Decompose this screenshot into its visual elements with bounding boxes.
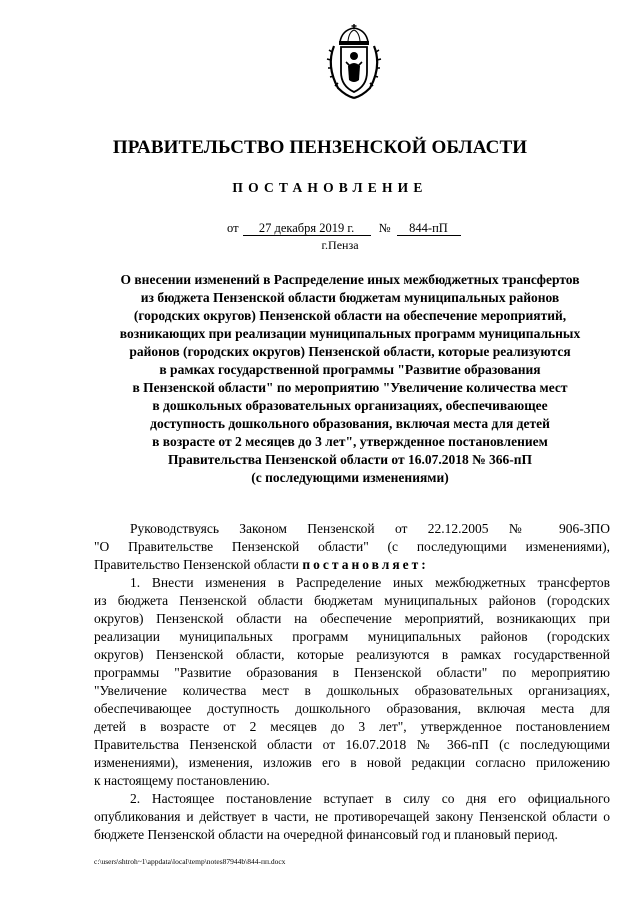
title-line: в Пензенской области" по мероприятию "Увеличение количества мест bbox=[132, 380, 568, 395]
clause-2-line: 2. Настоящее постановление вступает в силу со дня его официального bbox=[130, 791, 610, 806]
title-line: О внесении изменений в Распределение иных межбюджетных трансфертов bbox=[120, 272, 580, 287]
file-path-footer: c:\users\shtroh~1\appdata\local\temp\notes87944b\844-пп.docx bbox=[94, 857, 286, 866]
title-line: Правительства Пензенской области от 16.07.2018 № 366-пП bbox=[167, 452, 533, 467]
document-title bbox=[70, 271, 630, 487]
clause-1-line: изменениями), изменения, изложив его в новой редакции согласно приложению bbox=[94, 755, 610, 770]
clause-1-line: округов) Пензенской области на обеспечение мероприятий, возникающих при bbox=[94, 611, 610, 626]
preamble-line bbox=[94, 556, 610, 574]
clause-1-line: 1. Внести изменения в Распределение иных межбюджетных трансфертов bbox=[130, 575, 610, 590]
title-line: (городских округов) Пензенской области на обеспечение мероприятий, bbox=[133, 308, 567, 323]
document-date: 27 декабря 2019 г. bbox=[243, 222, 371, 236]
title-line: в возрасте от 2 месяцев до 3 лет", утвержденное постановлением bbox=[152, 434, 548, 449]
title-line: доступность дошкольного образования, включая места для детей bbox=[150, 416, 550, 431]
preamble-text: Правительство Пензенской области bbox=[94, 557, 300, 572]
title-line: районов (городских округов) Пензенской области, которые реализуются bbox=[129, 344, 571, 359]
document-body bbox=[94, 520, 610, 844]
clause-1-line: реализации муниципальных программ муниципальных районов (городских bbox=[94, 629, 610, 644]
clause-2-line: опубликования и действует в части, не противоречащей закону Пензенской области о bbox=[94, 809, 610, 824]
date-prefix: от bbox=[227, 221, 239, 235]
clause-1-line: детей в возрасте от 2 месяцев до 3 лет", утвержденное постановлением bbox=[94, 719, 610, 734]
document-number: 844-пП bbox=[397, 222, 461, 236]
title-line: в рамках государственной программы "Развитие образования bbox=[159, 362, 541, 377]
clause-1-line: Правительства Пензенской области от 16.07.2018 № 366-пП (с последующими bbox=[94, 737, 610, 752]
clause-1-line: обеспечивающее доступность дошкольного образования, включая места для bbox=[94, 701, 610, 716]
clause-1-line: "Увеличение количества мест в дошкольных образовательных организациях, bbox=[94, 683, 610, 698]
clause-1-line: к настоящему постановлению. bbox=[94, 773, 270, 788]
date-number-line bbox=[227, 221, 461, 236]
city: г.Пенза bbox=[321, 238, 359, 252]
document-type: ПОСТАНОВЛЕНИЕ bbox=[232, 180, 428, 195]
clause-1-line: программы "Развитие образования в Пензенской области" по мероприятию bbox=[94, 665, 610, 680]
clause-2-line: бюджете Пензенской области на очередной финансовый год и плановый период. bbox=[94, 827, 558, 842]
title-line: (с последующими изменениями) bbox=[251, 470, 449, 485]
title-line: в дошкольных образовательных организациях, обеспечивающее bbox=[152, 398, 548, 413]
number-label: № bbox=[378, 221, 391, 235]
preamble-line: Руководствуясь Законом Пензенской от 22.12.2005 № 906-ЗПО bbox=[130, 521, 610, 536]
title-line: из бюджета Пензенской области бюджетам муниципальных районов bbox=[140, 290, 560, 305]
coat-of-arms-icon bbox=[322, 22, 386, 100]
clause-1-line: округов) Пензенской области, которые реализуются в рамках государственной bbox=[94, 647, 610, 662]
title-line: возникающих при реализации муниципальных программ муниципальных bbox=[119, 326, 581, 341]
resolution-word: постановляет: bbox=[302, 557, 429, 572]
preamble-line: "О Правительстве Пензенской области" (с последующими изменениями), bbox=[94, 539, 610, 554]
clause-1-line: из бюджета Пензенской области бюджетам муниципальных районов (городских bbox=[94, 593, 610, 608]
government-name: ПРАВИТЕЛЬСТВО ПЕНЗЕНСКОЙ ОБЛАСТИ bbox=[112, 137, 528, 158]
